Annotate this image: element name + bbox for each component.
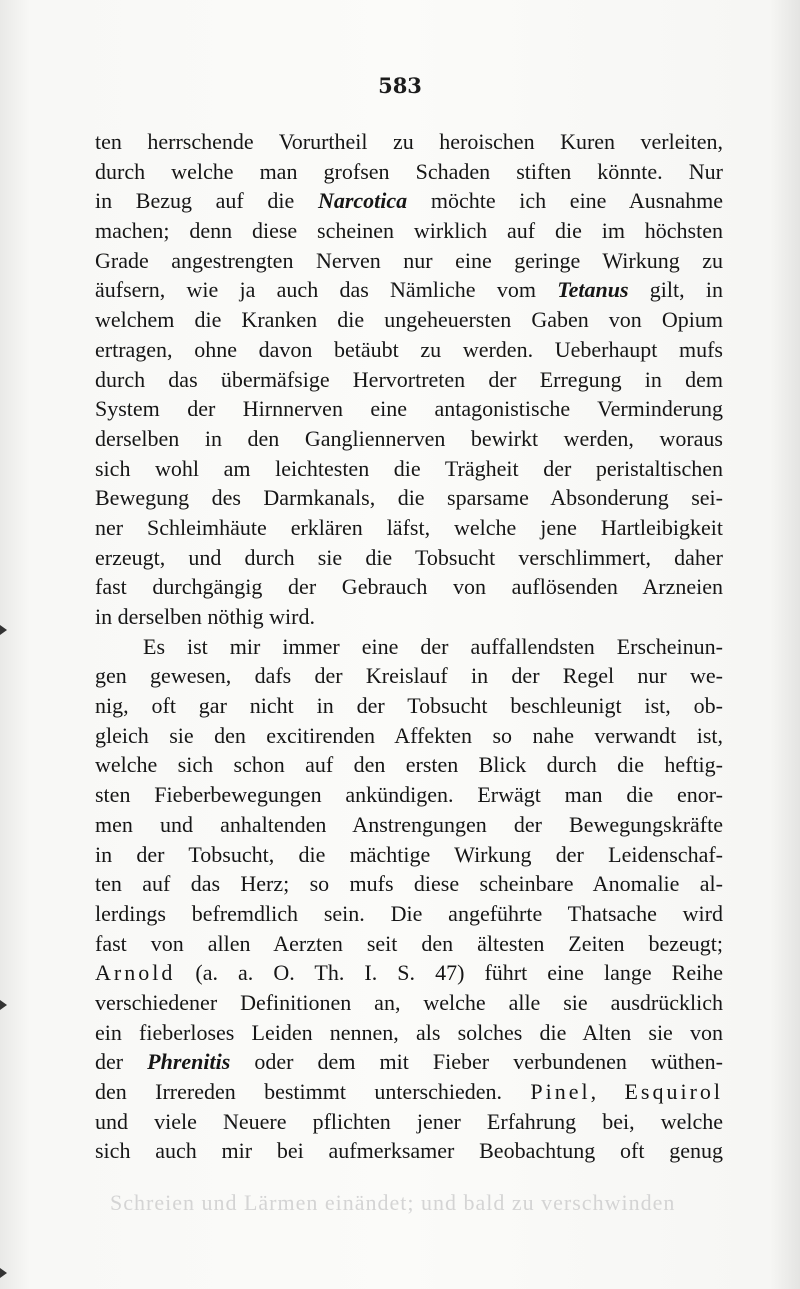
line-text: ,: [590, 1079, 625, 1104]
line-text: den Irrereden bestimmt unterschieden.: [95, 1079, 531, 1104]
emphasized-term: Tetanus: [557, 277, 629, 303]
page-number: 583: [378, 73, 422, 98]
text-line: [95, 1136, 723, 1166]
text-line: [95, 750, 723, 780]
line-text: in Bezug auf die: [95, 188, 318, 214]
text-line: [95, 305, 723, 335]
line-text: sich wohl am leichtesten die Trägheit der peristaltischen: [95, 455, 723, 481]
margin-mark: [0, 1268, 7, 1278]
line-text: oder dem mit Fieber verbundenen wüthen-: [230, 1049, 723, 1075]
line-text: ein fieberloses Leiden nennen, als solches die Alten sie von: [95, 1019, 723, 1045]
line-text: durch welche man grofsen Schaden stiften könnte. Nur: [95, 158, 723, 184]
emphasized-term: Phrenitis: [147, 1049, 231, 1075]
line-text: welchem die Kranken die ungeheuersten Gaben von Opium: [95, 307, 723, 333]
margin-mark: [0, 625, 7, 635]
line-text: sten Fieberbewegungen ankündigen. Erwägt man die enor-: [95, 782, 723, 808]
text-line: [95, 810, 723, 840]
line-text: möchte ich eine Ausnahme: [407, 188, 723, 214]
line-text: Bewegung des Darmkanals, die sparsame Absonderung sei-: [95, 485, 723, 511]
text-line: [95, 840, 723, 870]
line-text: sich auch mir bei aufmerksamer Beobachtung oft genug: [95, 1138, 723, 1164]
line-text: in der Tobsucht, die mächtige Wirkung der Leidenschaf-: [95, 841, 723, 867]
text-line: [95, 572, 723, 602]
text-line: [95, 929, 723, 959]
text-line: [95, 543, 723, 573]
line-text: (a. a. O. Th. I. S. 47) führt eine lange Reihe: [175, 960, 723, 986]
spaced-name: Pinel: [530, 1079, 591, 1104]
line-text: erzeugt, und durch sie die Tobsucht verschlimmert, daher: [95, 544, 723, 570]
emphasized-term: Narcotica: [317, 188, 408, 214]
text-line: [95, 988, 723, 1018]
line-text: System der Hirnnerven eine antagonistische Verminderung: [95, 396, 723, 422]
bleed-through-text: Schreien und Lärmen einändet; und bald zu verschwinden: [110, 1190, 676, 1215]
text-line: [95, 1018, 723, 1048]
text-line: [95, 661, 723, 691]
line-text: gleich sie den excitirenden Affekten so nahe verwandt ist,: [95, 722, 723, 748]
line-text: fast von allen Aerzten seit den ältesten Zeiten bezeugt;: [95, 930, 723, 956]
text-line: [95, 424, 723, 454]
text-line: [95, 394, 723, 424]
line-text: verschiedener Definitionen an, welche alle sie ausdrücklich: [95, 989, 723, 1015]
body-text: [95, 127, 723, 1166]
line-text: durch das übermäfsige Hervortreten der Erregung in dem: [95, 366, 723, 392]
line-text: ner Schleimhäute erklären läfst, welche jene Hartleibigkeit: [95, 514, 723, 540]
text-line: [95, 127, 723, 157]
text-line: [95, 186, 723, 216]
text-line: [95, 335, 723, 365]
text-line: [95, 365, 723, 395]
line-text: gilt, in: [628, 277, 724, 303]
text-line: [95, 869, 723, 899]
line-text: ertragen, ohne davon betäubt zu werden. Ueberhaupt mufs: [95, 336, 723, 362]
text-line: [95, 454, 723, 484]
text-line: [95, 157, 723, 187]
line-text: nig, oft gar nicht in der Tobsucht beschleunigt ist, ob-: [95, 693, 723, 719]
text-line: [95, 1047, 723, 1077]
text-line: [95, 780, 723, 810]
line-text: welche sich schon auf den ersten Blick durch die heftig-: [95, 752, 723, 778]
line-text: ten herrschende Vorurtheil zu heroischen Kuren verleiten,: [95, 129, 723, 154]
line-text: Es ist mir immer eine der auffallendsten Erscheinun-: [143, 633, 723, 659]
text-line: [95, 899, 723, 929]
text-line: [95, 483, 723, 513]
text-line: [95, 602, 723, 632]
line-text: äufsern, wie ja auch das Nämliche vom: [95, 277, 558, 303]
text-line: [95, 958, 723, 988]
text-line: [95, 691, 723, 721]
spaced-name: Esquirol: [624, 1079, 724, 1104]
text-line: [95, 246, 723, 276]
text-line: [95, 721, 723, 751]
line-text: und viele Neuere pflichten jener Erfahrung bei, welche: [95, 1108, 723, 1134]
text-line: [95, 513, 723, 543]
spaced-name: Arnold: [95, 960, 176, 986]
line-text: men und anhaltenden Anstrengungen der Bewegungskräfte: [95, 811, 723, 837]
line-text: fast durchgängig der Gebrauch von auflösenden Arzneien: [95, 574, 723, 600]
text-line: [95, 1077, 723, 1107]
line-text: ten auf das Herz; so mufs diese scheinbare Anomalie al-: [95, 871, 723, 897]
line-text: der: [95, 1049, 148, 1075]
margin-mark: [0, 1000, 7, 1010]
text-line: [95, 275, 723, 305]
line-text: in derselben nöthig wird.: [95, 604, 315, 629]
line-text: machen; denn diese scheinen wirklich auf die im höchsten: [95, 218, 723, 244]
line-text: gen gewesen, dafs der Kreislauf in der Regel nur we-: [95, 663, 723, 689]
text-line: [95, 216, 723, 246]
text-line: [95, 632, 723, 662]
line-text: Grade angestrengten Nerven nur eine geringe Wirkung zu: [95, 247, 723, 273]
text-line: [95, 1107, 723, 1137]
line-text: derselben in den Gangliennerven bewirkt werden, woraus: [95, 425, 723, 451]
line-text: lerdings befremdlich sein. Die angeführte Thatsache wird: [95, 900, 723, 926]
